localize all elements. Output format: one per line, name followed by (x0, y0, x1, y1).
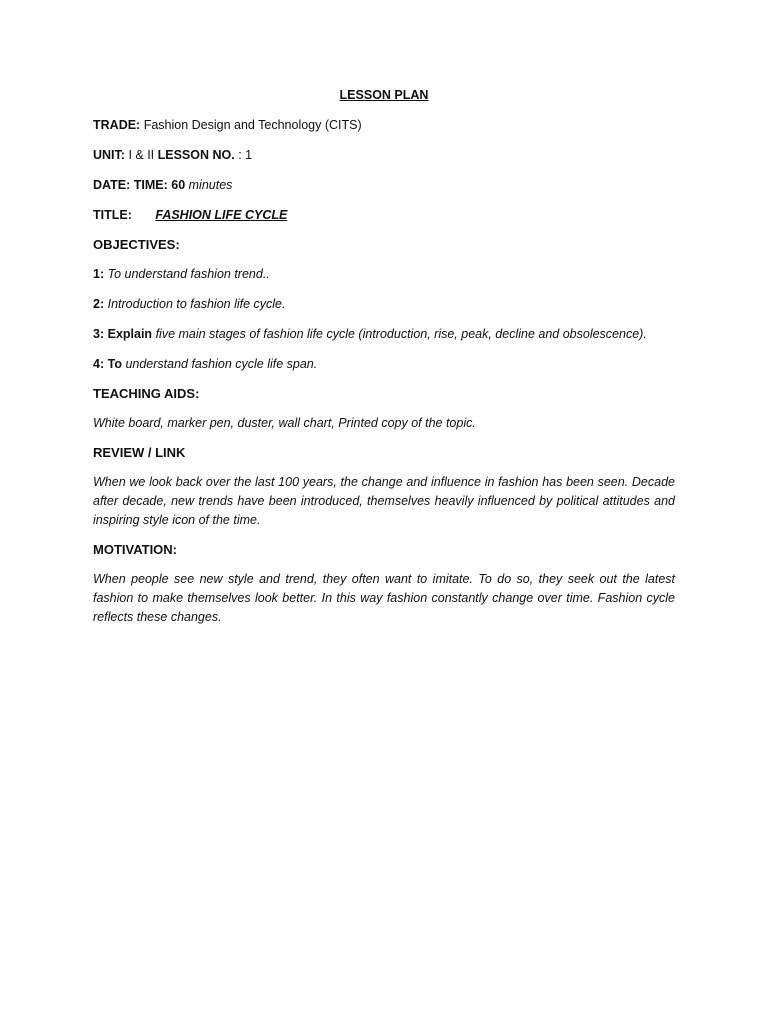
date-time-label: DATE: TIME: (93, 178, 168, 192)
date-time-line (93, 176, 675, 194)
objectives-heading: OBJECTIVES: (93, 237, 180, 252)
time-number: 60 (171, 178, 186, 192)
motivation-heading: MOTIVATION: (93, 542, 178, 557)
teaching-aids-text: White board, marker pen, duster, wall chart, Printed copy of the topic. (93, 416, 476, 430)
objective-lead: Explain (107, 327, 153, 341)
motivation-text: When people see new style and trend, they often want to imitate. To do so, they seek out the latest fashion to make themselves look better. In this way fashion constantly change over time. Fashion cycle reflects these changes. (93, 572, 675, 624)
objective-number: 1: (93, 267, 105, 281)
unit-line (93, 146, 675, 164)
unit-label: UNIT: (93, 148, 125, 162)
objective-text: five main stages of fashion life cycle (introduction, rise, peak, decline and obsolescence). (155, 327, 647, 341)
lesson-sep: : (238, 148, 242, 162)
review-text: When we look back over the last 100 years, the change and influence in fashion has been seen. Decade after decade, new trends have been introduced, themselves heavily influenced by political attitudes and inspiring style icon of the time. (93, 475, 675, 527)
objective-number: 3: (93, 327, 105, 341)
objective-item (93, 295, 675, 313)
objective-lead: To (107, 357, 122, 371)
objective-text: understand fashion cycle life span. (125, 357, 318, 371)
title-value: FASHION LIFE CYCLE (155, 208, 288, 222)
time-unit: minutes (188, 178, 233, 192)
lesson-label: LESSON NO. (157, 148, 235, 162)
objective-item (93, 325, 675, 343)
objective-number: 2: (93, 297, 105, 311)
objective-item (93, 355, 675, 373)
objective-text: To understand fashion trend.. (107, 267, 270, 281)
objective-text: Introduction to fashion life cycle. (107, 297, 286, 311)
review-heading: REVIEW / LINK (93, 445, 186, 460)
trade-label: TRADE: (93, 118, 141, 132)
objective-item (93, 265, 675, 283)
objective-number: 4: (93, 357, 105, 371)
page-title: LESSON PLAN (339, 88, 429, 102)
trade-line (93, 116, 675, 134)
title-line (93, 206, 675, 224)
lesson-value: 1 (245, 148, 253, 162)
teaching-aids-heading: TEACHING AIDS: (93, 386, 200, 401)
unit-value: I & II (128, 148, 155, 162)
title-label: TITLE: (93, 208, 132, 222)
trade-value: Fashion Design and Technology (CITS) (143, 118, 362, 132)
document-page (93, 86, 675, 638)
